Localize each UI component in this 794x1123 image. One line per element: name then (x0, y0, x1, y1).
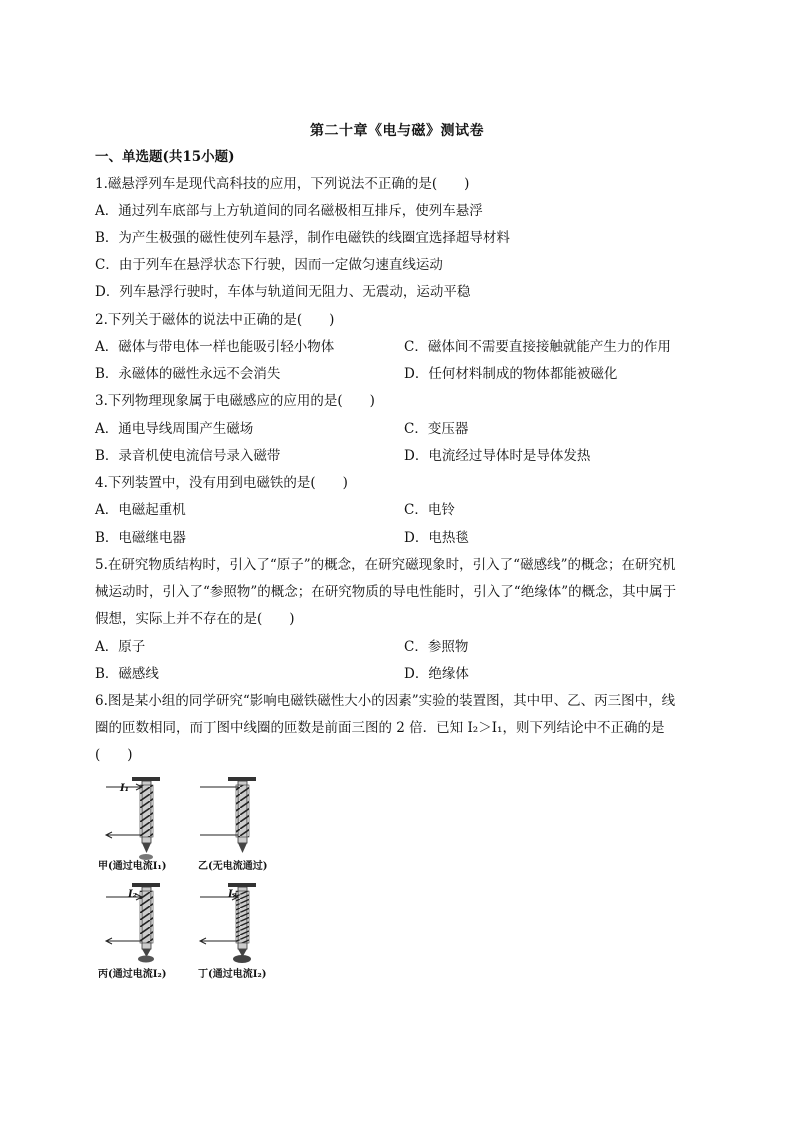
q2-option-a: A．磁体与带电体一样也能吸引轻小物体 (95, 339, 335, 355)
question-4-stem: 4.下列装置中，没有用到电磁铁的是( ) (95, 475, 348, 491)
question-5-stem-line3: 假想，实际上并不存在的是( ) (95, 611, 295, 627)
exam-title: 第二十章《电与磁》测试卷 (310, 123, 484, 139)
question-5-stem-line2: 械运动时，引入了“参照物”的概念；在研究物质的导电性能时，引入了“绝缘体”的概念，其中属于 (95, 584, 677, 600)
q4-option-c: C．电铃 (404, 502, 455, 518)
q4-option-d: D．电热毯 (404, 530, 469, 546)
caption-jia: 甲(通过电流I₁) (98, 861, 167, 872)
q3-option-b: B．录音机使电流信号录入磁带 (95, 448, 281, 464)
q5-option-c: C．参照物 (404, 639, 469, 655)
question-1-stem: 1.磁悬浮列车是现代高科技的应用，下列说法不正确的是( ) (95, 176, 470, 192)
q3-option-a: A．通电导线周围产生磁场 (95, 421, 254, 437)
section-heading: 一、单选题(共15小题) (95, 149, 235, 165)
nail-yi (200, 777, 256, 853)
q4-option-b: B．电磁继电器 (95, 530, 186, 546)
electromagnet-diagram (100, 773, 285, 983)
caption-ding: 丁(通过电流I₂) (198, 969, 267, 980)
question-2-stem: 2.下列关于磁体的说法中正确的是( ) (95, 312, 335, 328)
question-6-stem-line1: 6.图是某小组的同学研究“影响电磁铁磁性大小的因素”实验的装置图，其中甲、乙、丙三图中，线 (95, 693, 676, 709)
question-6-stem-line3: ( ) (95, 747, 133, 763)
question-3-stem: 3.下列物理现象属于电磁感应的应用的是( ) (95, 393, 375, 409)
q1-option-a: A．通过列车底部与上方轨道间的同名磁极相互排斥，使列车悬浮 (95, 203, 483, 219)
q3-option-d: D．电流经过导体时是导体发热 (404, 448, 591, 464)
electromagnet-figure (100, 773, 285, 983)
q2-option-b: B．永磁体的磁性永远不会消失 (95, 366, 281, 382)
q4-option-a: A．电磁起重机 (95, 502, 186, 518)
nail-jia (106, 777, 160, 860)
q3-option-c: C．变压器 (404, 421, 469, 437)
question-5-stem-line1: 5.在研究物质结构时，引入了“原子”的概念，在研究磁现象时，引入了“磁感线”的概念；在研究机 (95, 557, 676, 573)
q5-option-d: D．绝缘体 (404, 666, 469, 682)
current-label-i1: I₁ (120, 783, 130, 794)
q1-option-b: B．为产生极强的磁性使列车悬浮，制作电磁铁的线圈宜选择超导材料 (95, 230, 510, 246)
caption-bing: 丙(通过电流I₂) (98, 969, 167, 980)
q1-option-d: D．列车悬浮行驶时，车体与轨道间无阻力、无震动，运动平稳 (95, 284, 471, 300)
q5-option-b: B．磁感线 (95, 666, 159, 682)
caption-yi: 乙(无电流通过) (198, 861, 268, 872)
q1-option-c: C．由于列车在悬浮状态下行驶，因而一定做匀速直线运动 (95, 257, 443, 273)
current-label-i2-bing: I₂ (128, 889, 138, 900)
question-6-stem-line2: 圈的匝数相同，而丁图中线圈的匝数是前面三图的 2 倍．已知 I₂＞I₁，则下列结论中不正确的是 (95, 720, 665, 736)
q2-option-c: C．磁体间不需要直接接触就能产生力的作用 (404, 339, 671, 355)
q5-option-a: A．原子 (95, 639, 146, 655)
current-label-i2-ding: I₂ (228, 889, 238, 900)
q2-option-d: D．任何材料制成的物体都能被磁化 (404, 366, 618, 382)
